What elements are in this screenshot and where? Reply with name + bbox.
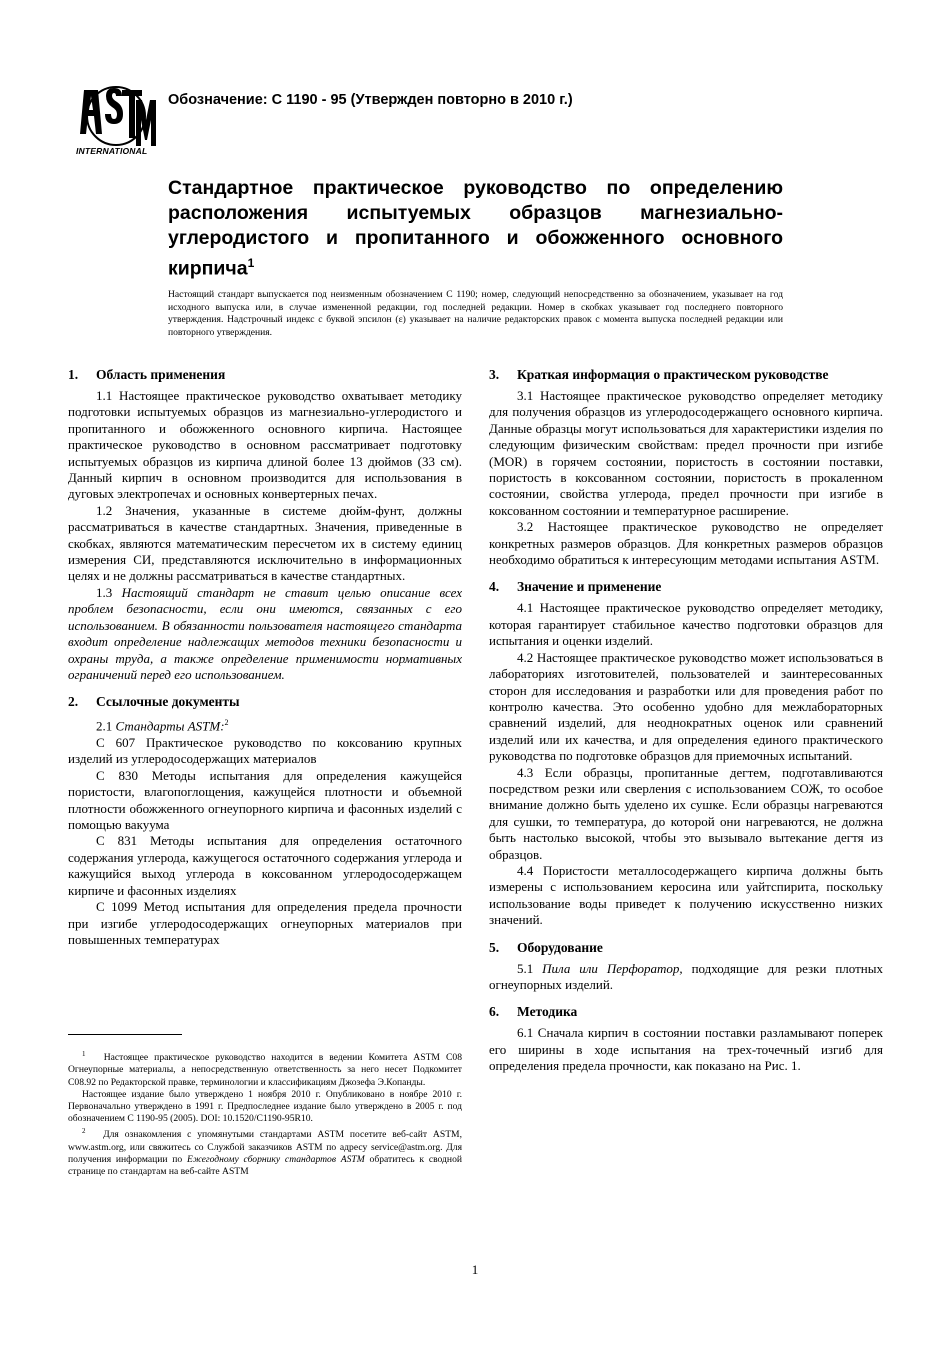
paragraph-6-1: 6.1 Сначала кирпич в состоянии поставки разламывают поперек его ширины в ходе испытания на трех-точечный изгиб для определения предела прочности, как показано на Рис. 1.: [489, 1025, 883, 1074]
reference-c830: C 830 Методы испытания для определения кажущейся пористости, влагопоглощения, кажущейся плотности и объемной плотности обожженного огнеупорного кирпича и фасонных изделий с помощью вакуума: [68, 767, 462, 833]
reference-c831: C 831 Методы испытания для определения остаточного содержания углерода, кажущегося остаточного содержания углерода и кажущийся выход углерода в коксованном углеродосодержащем кирпиче и фасонных изделиях: [68, 833, 462, 898]
footnotes: [68, 1048, 462, 1178]
footnote-1: $^1$ Настоящее практическое руководство находится в ведении Комитета ASTM C08 Огнеупорные материалы, а непосредственную ответственность за него несет Подкомитет C08.92 по Редакторской правке, терминологии и классификациям Джозефа Э.Копанды.: [68, 1050, 463, 1088]
logo-sub-text: INTERNATIONAL: [76, 146, 148, 156]
paragraph-1-1: 1.1 Настоящее практическое руководство охватывает методику подготовки испытуемых образцов из магнезиально-углеродистого и пропитанного и обожженного основного кирпича. Настоящее практическое руководство в основном рассматривает подготовку испытуемых образцов из кирпича длиной более 13 дюймов (33 см). Данный кирпич в основном производится для использования в дуговых электропечах и основных конвертерных печах.: [68, 388, 462, 502]
page-number: 1: [471, 1262, 479, 1277]
paragraph-4-2: 4.2 Настоящее практическое руководство может использоваться в лабораториях изготовителей, пользователей и заинтересованных сторон для исследования и разработки или для проведения работ по контролю качества. Это особенно удобно для межлабораторных сравнений изделий, для неоднократных оценок или сравнений изделий или их качества, и для определения единого практического руководства по подготовке образцов для приемочных испытаний.: [489, 649, 883, 764]
footnote-2: $^2$ Для ознакомления с упомянутыми стандартами ASTM посетите веб-сайт ASTM, www.astm.org, или свяжитесь со Службой заказчиков ASTM по адресу service@astm.org. Для получения информации по Ежегодному сборнику стандартов ASTM обратитесь к сводной странице по стандартам на веб-сайте ASTM: [68, 1127, 463, 1178]
footnote-1-edition: Настоящее издание было утверждено 1 ноября 2010 г. Опубликовано в ноябре 2010 г. Первоначально утверждено в 1991 г. Предпоследнее издание было утверждено в 2005 г. под обозначением C 1190-95 (2005). DOI: 10.1520/C1190-95R10.: [68, 1088, 462, 1125]
paragraph-4-3: 4.3 Если образцы, пропитанные дегтем, подготавливаются посредством резки или сверления с использованием СОЖ, то особое внимание должно быть уделено их сушке. Если образцы нагреваются для сушки, то температура, до которой они нагреваются, не должна быть настолько высокой, чтобы это вызывало вытекание дегтя из образцов.: [489, 764, 883, 862]
paragraph-1-3: 1.3 Настоящий стандарт не ставит целью описание всех проблем безопасности, если они имеются, связанных с его использованием. В обязанности пользователя настоящего стандарта входит определение надлежащих методов техники безопасности и охраны труда, а также определение применимости нормативных ограничений перед его использованием.: [68, 584, 462, 682]
section-4-heading: 4. Значение и применение: [489, 579, 662, 595]
section-2-heading: 2. Ссылочные документы: [68, 694, 240, 710]
left-column: [68, 366, 462, 948]
paragraph-5-1: 5.1 Пила или Перфоратор, подходящие для резки плотных огнеупорных изделий.: [489, 960, 884, 992]
paragraph-3-2: 3.2 Настоящее практическое руководство не определяет конкретных размеров образцов. Для конкретных размеров образцов необходимо обратиться к интересующим методами испытания ASTM.: [489, 519, 883, 568]
document-title-text: Стандартное практическое руководство по определению расположения испытуемых образцов магнезиально-углеродистого и пропитанного и обожженного основного кирпича: [168, 177, 783, 280]
paragraph-2-1: 2.1 Стандарты ASTM:$^2$: [96, 718, 229, 734]
designation: Обозначение: C 1190 - 95 (Утвержден повторно в 2010 г.): [168, 92, 573, 108]
paragraph-3-1: 3.1 Настоящее практическое руководство определяет методику для получения образцов из углеродосодержащего основного кирпича. Данные образцы могут использоваться для характеристики изделия по следующим физическим свойствам: предел прочности при изгибе (MOR) в горячем состоянии, пористость в состоянии поставки, пористость в коксованном состоянии, пористость в прокаленном состоянии, свойства углерода, предел прочности при изгибе в коксованном состоянии и температурное расширение.: [489, 388, 883, 518]
right-column: [489, 366, 883, 1075]
reference-c607: C 607 Практическое руководство по коксованию крупных изделий из углеродосодержащих материалов: [68, 735, 462, 767]
section-1-heading: 1. Область применения: [68, 367, 226, 382]
section-3-heading: 3. Краткая информация о практическом руководстве: [489, 367, 829, 382]
paragraph-4-1: 4.1 Настоящее практическое руководство определяет методику, которая гарантирует стабильное качество подготовки образцов для испытания и оценки изделий.: [489, 600, 883, 649]
paragraph-4-4: 4.4 Пористости металлосодержащего кирпича должны быть измерены с использованием керосина или уайтспирита, поскольку использование воды приведет к получению искусственно низких значений.: [489, 862, 883, 928]
paragraph-1-2: 1.2 Значения, указанные в системе дюйм-фунт, должны рассматриваться в качестве стандартных. Значения, приведенные в скобках, являются математическим пересчетом их в систему единиц измерения СИ, представляются исключительно в информационных целях и не должны рассматриваться в качестве стандартных.: [68, 502, 462, 584]
title-footnote-mark[interactable]: 1: [247, 256, 255, 270]
standard-notice: Настоящий стандарт выпускается под неизменным обозначением C 1190; номер, следующий непосредственно за обозначением, указывает на год исходного выпуска или, в случае измененной редакции, год последней редакции. Номер в скобках указывает год последнего повторного утверждения. Надстрочный индекс с буквой эпсилон (ε) указывает на наличие редакторских правок с момента выпуска последней редакции или повторного утверждения.: [168, 289, 783, 338]
astm-logo: [76, 86, 158, 158]
section-5-heading: 5. Оборудование: [489, 939, 603, 955]
section-6-heading: 6. Методика: [489, 1004, 578, 1020]
footnote-rule: [68, 1034, 182, 1035]
document-title: [168, 176, 783, 282]
reference-c1099: C 1099 Метод испытания для определения предела прочности при изгибе углеродосодержащих огнеупорных материалов при повышенных температурах: [68, 899, 462, 947]
